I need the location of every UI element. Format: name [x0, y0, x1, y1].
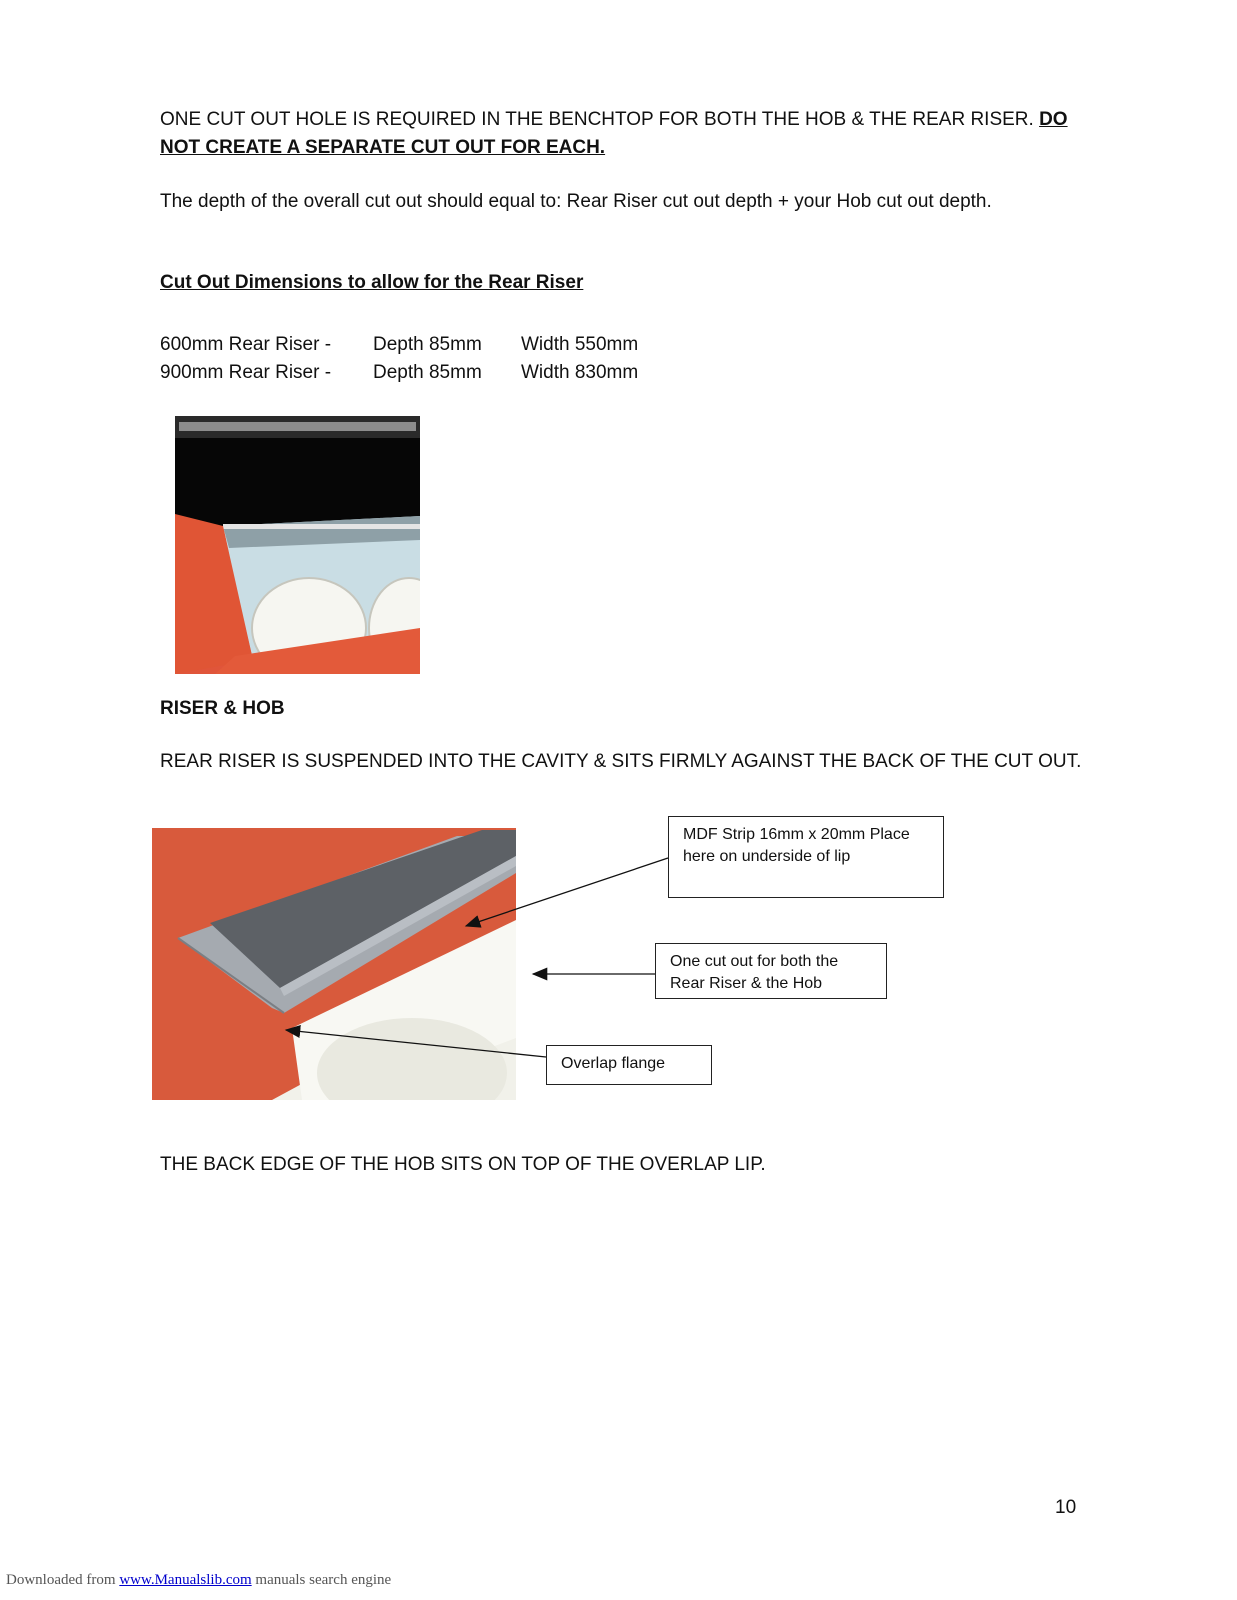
riser-size: 600mm Rear Riser -	[160, 334, 332, 355]
flange-arrow	[286, 1030, 546, 1057]
single-cutout-callout: One cut out for both the Rear Riser & the Hob	[655, 943, 887, 999]
intro-emphasis-start: DO	[1039, 109, 1068, 130]
riser-hob-heading: RISER & HOB	[160, 698, 285, 719]
depth-note: The depth of the overall cut out should equal to: Rear Riser cut out depth + your Hob cut out depth.	[160, 191, 992, 212]
riser-width: Width 550mm	[521, 334, 639, 355]
mdf-strip-callout: MDF Strip 16mm x 20mm Place here on underside of lip	[668, 816, 944, 898]
page-number: 10	[1055, 1497, 1077, 1518]
intro-plain-text: ONE CUT OUT HOLE IS REQUIRED IN THE BENCHTOP FOR BOTH THE HOB & THE REAR RISER.	[160, 109, 1040, 130]
dimensions-heading: Cut Out Dimensions to allow for the Rear Riser	[160, 272, 584, 293]
footer-prefix: Downloaded from	[6, 1572, 120, 1588]
intro-emphasis-line: NOT CREATE A SEPARATE CUT OUT FOR EACH.	[160, 137, 606, 158]
download-footer	[6, 1572, 391, 1589]
riser-statement: REAR RISER IS SUSPENDED INTO THE CAVITY & SITS FIRMLY AGAINST THE BACK OF THE CUT OUT.	[160, 751, 1082, 772]
riser-depth: Depth 85mm	[373, 362, 482, 383]
manualslib-link[interactable]: www.Manualslib.com	[119, 1572, 252, 1588]
footer-suffix: manuals search engine	[251, 1572, 392, 1588]
riser-size: 900mm Rear Riser -	[160, 362, 332, 383]
mdf-arrow	[466, 858, 668, 926]
overlap-flange-callout: Overlap flange	[546, 1045, 712, 1085]
riser-depth: Depth 85mm	[373, 334, 482, 355]
riser-width: Width 830mm	[521, 362, 639, 383]
closing-statement: THE BACK EDGE OF THE HOB SITS ON TOP OF THE OVERLAP LIP.	[160, 1154, 766, 1175]
